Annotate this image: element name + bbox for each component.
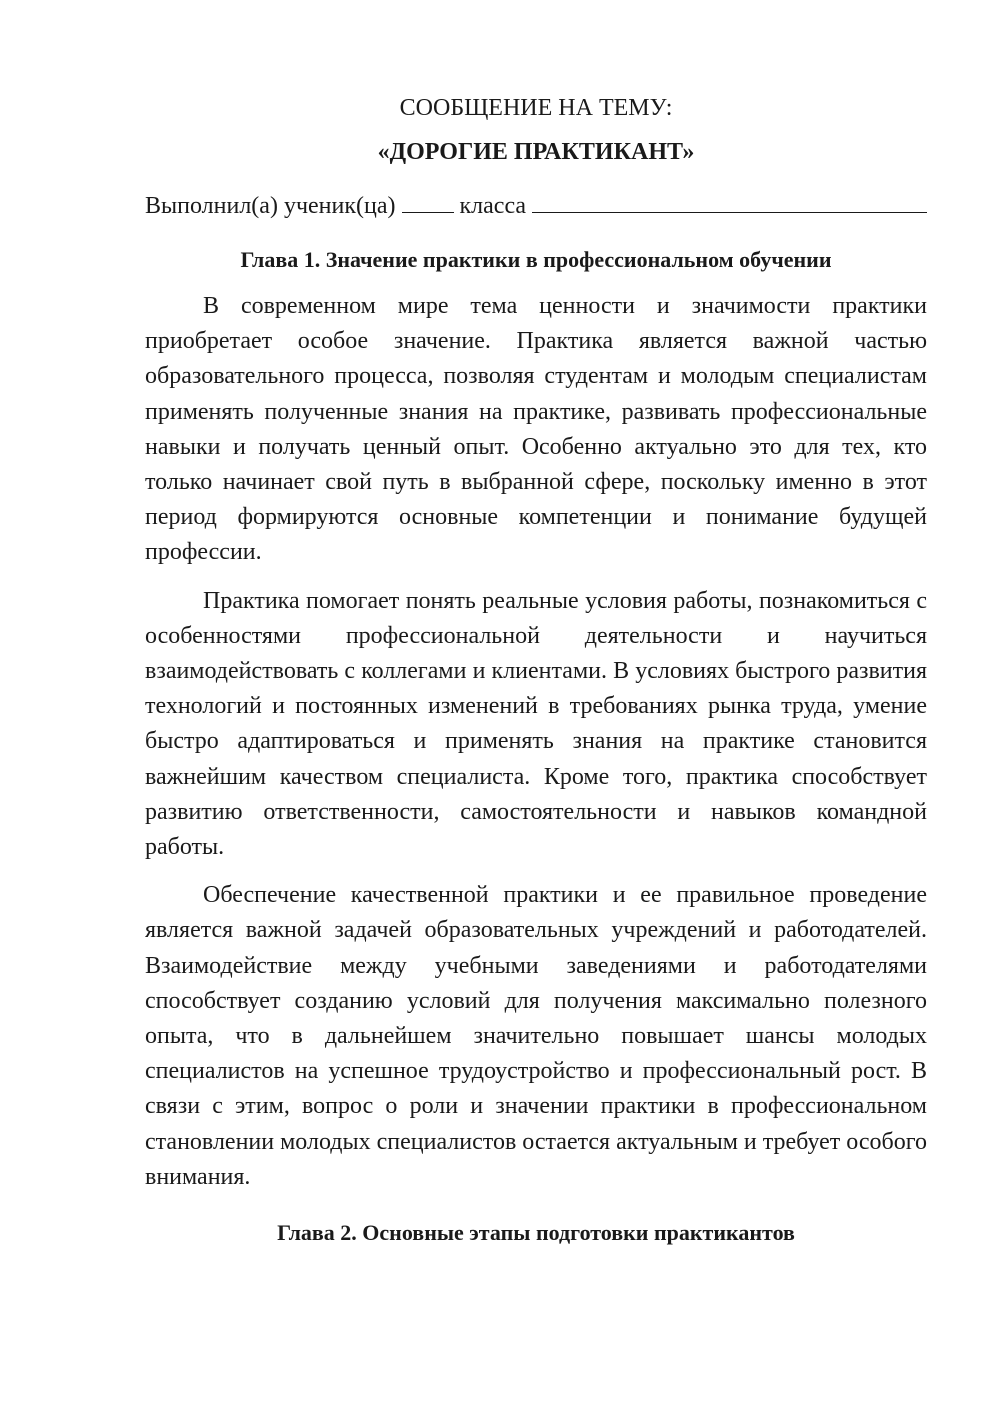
document-page (145, 92, 927, 1262)
chapter-1-title: Глава 1. Значение практики в профессиональном обучении (240, 247, 832, 272)
grade-blank (402, 190, 454, 213)
topic-heading: СООБЩЕНИЕ НА ТЕМУ: (399, 95, 673, 121)
chapter-1-paragraph-1: В современном мире тема ценности и значимости практики приобретает особое значение. Практика является важной частью образовательного процесса, позволяя студентам и молодым специалистам применять полученные знания на практике, развивать профессиональные навыки и получать ценный опыт. Особенно актуально это для тех, кто только начинает свой путь в выбранной сфере, поскольку именно в этот период формируются основные компетенции и понимание будущей профессии. (145, 293, 927, 566)
class-label: класса (459, 193, 527, 219)
name-blank (532, 190, 927, 213)
author-prefix: Выполнил(а) ученик(ца) (145, 193, 396, 219)
chapter-2-title: Глава 2. Основные этапы подготовки практикантов (277, 1220, 795, 1246)
document-title: «ДОРОГИЕ ПРАКТИКАНТ» (377, 139, 695, 165)
author-line (145, 190, 927, 222)
chapter-1-paragraph-3: Обеспечение качественной практики и ее правильное проведение является важной задачей образовательных учреждений и работодателей. Взаимодействие между учебными заведениями и работодателями способствует созданию условий для получения максимально полезного опыта, что в дальнейшем значительно повышает шансы молодых специалистов на успешное трудоустройство и профессиональный рост. В связи с этим, вопрос о роли и значении практики в профессиональном становлении молодых специалистов остается актуальным и требует особого внимания. (145, 882, 927, 1190)
chapter-1-paragraph-2: Практика помогает понять реальные условия работы, познакомиться с особенностями профессиональной деятельности и научиться взаимодействовать с коллегами и клиентами. В условиях быстрого развития технологий и постоянных изменений в требованиях рынка труда, умение быстро адаптироваться и применять знания на практике становится важнейшим качеством специалиста. Кроме того, практика способствует развитию ответственности, самостоятельности и навыков командной работы. (145, 587, 927, 861)
